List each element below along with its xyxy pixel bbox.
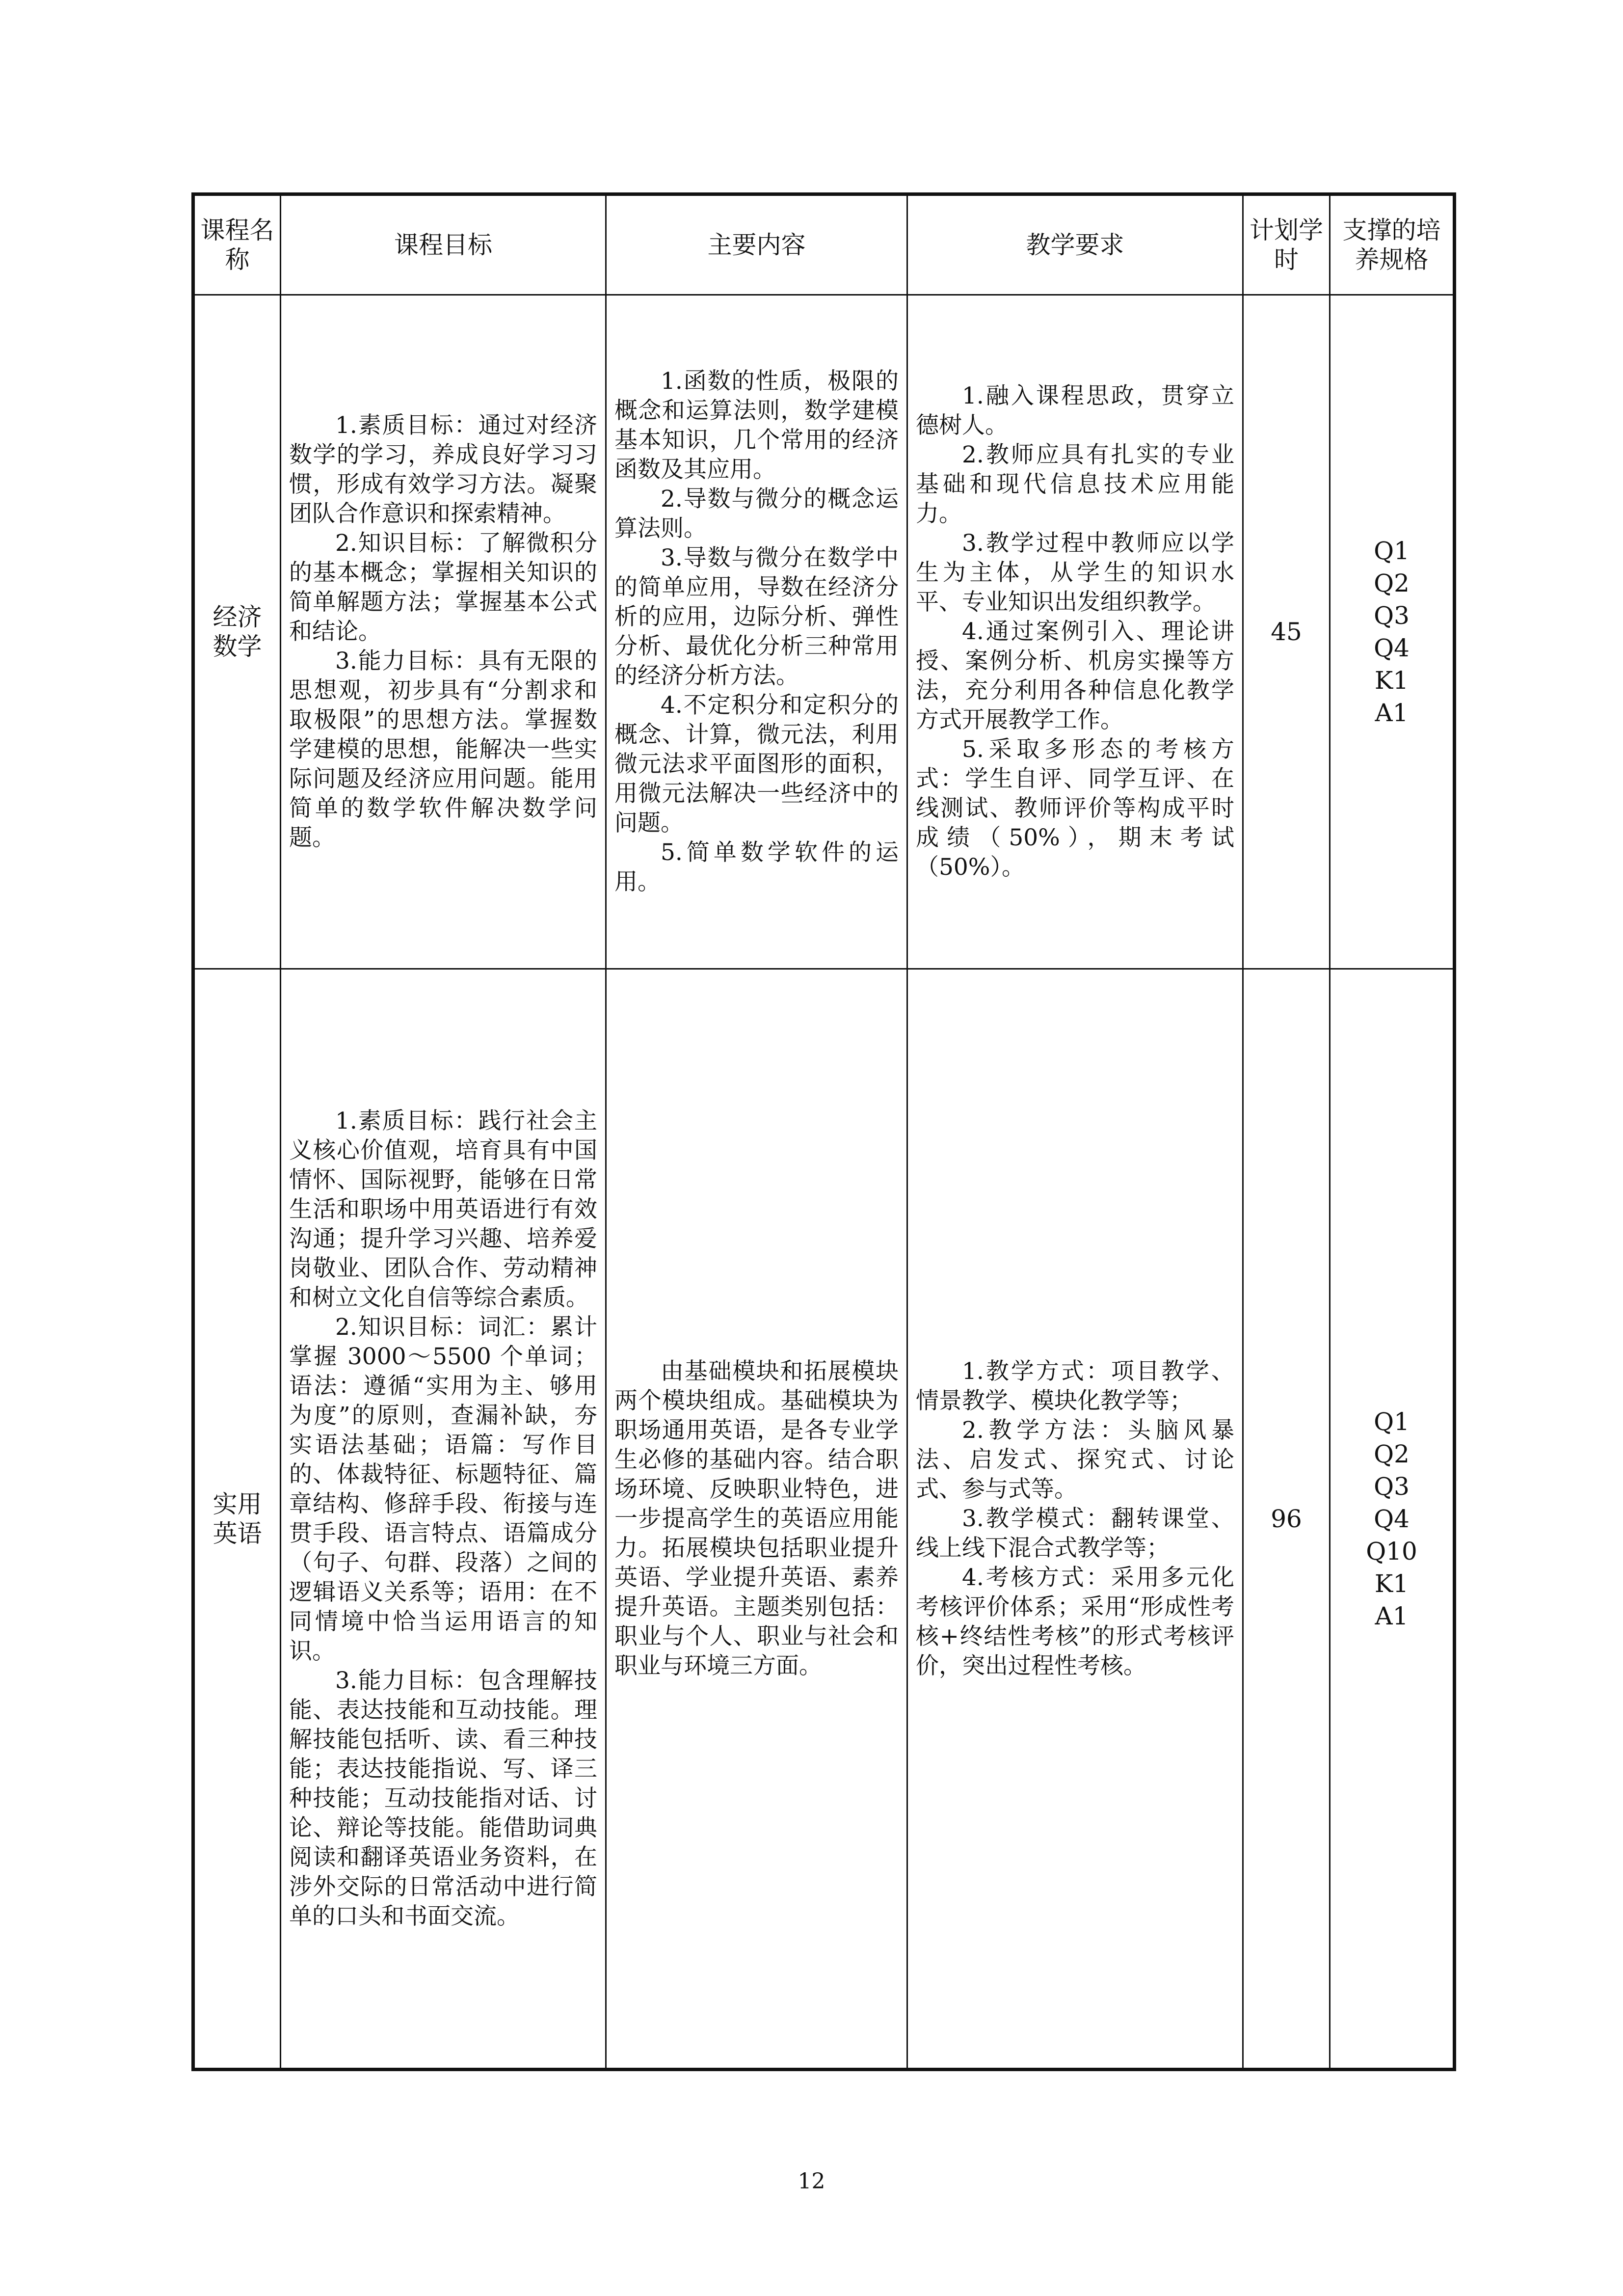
course-name: 经济数学 xyxy=(213,603,262,661)
spec-code: K1 xyxy=(1374,666,1409,695)
objective-paragraph: 1.素质目标：践行社会主义核心价值观，培育具有中国情怀、国际视野，能够在日常生活和职场中用英语进行有效沟通；提升学习兴趣、培养爱岗敬业、团队合作、劳动精神和树立文化自信等综合素质。 xyxy=(289,1107,597,1311)
content-paragraph: 2.导数与微分的概念运算法则。 xyxy=(614,486,899,542)
spec-code: K1 xyxy=(1374,1569,1409,1598)
header-main-content: 主要内容 xyxy=(606,194,907,295)
objective-paragraph: 2.知识目标：词汇：累计掌握 3000～5500 个单词；语法：遵循“实用为主、够用为度”的原则，查漏补缺，夯实语法基础；语篇：写作目的、体裁特征、标题特征、篇章结构、修辞手段、衔接与连贯手段、语言特点、语篇成分（句子、句群、段落）之间的逻辑语义关系等；语用：在不同情境中恰当运用语言的知识。 xyxy=(289,1313,597,1665)
spec-code: Q4 xyxy=(1374,1504,1410,1533)
course-name-cell xyxy=(193,969,281,2070)
objective-paragraph: 1.素质目标：通过对经济数学的学习，养成良好学习习惯，形成有效学习方法。凝聚团队合作意识和探索精神。 xyxy=(289,412,597,527)
content-paragraph: 由基础模块和拓展模块两个模块组成。基础模块为职场通用英语，是各专业学生必修的基础内容。结合职场环境、反映职业特色，进一步提高学生的英语应用能力。拓展模块包括职业提升英语、学业提升英语、素养提升英语。主题类别包括：职业与个人、职业与社会和职业与环境三方面。 xyxy=(614,1357,899,1679)
objectives-cell xyxy=(281,295,606,969)
spec-code: Q3 xyxy=(1374,1472,1410,1501)
spec-code: Q10 xyxy=(1366,1537,1417,1566)
spec-code: Q2 xyxy=(1374,569,1410,597)
header-planned-hours: 计划学时 xyxy=(1243,194,1330,295)
requirement-paragraph: 1.融入课程思政，贯穿立德树人。 xyxy=(916,382,1234,439)
course-name-cell xyxy=(193,295,281,969)
course-table xyxy=(191,192,1456,2071)
course-name: 实用英语 xyxy=(213,1489,262,1548)
spec-code: Q2 xyxy=(1374,1439,1410,1468)
spec-code: Q1 xyxy=(1374,537,1410,565)
requirement-paragraph: 2.教师应具有扎实的专业基础和现代信息技术应用能力。 xyxy=(916,441,1234,527)
requirement-paragraph: 3.教学模式：翻转课堂、线上线下混合式教学等； xyxy=(916,1505,1234,1562)
requirement-paragraph: 4.通过案例引入、理论讲授、案例分析、机房实操等方法，充分利用各种信息化教学方式开展教学工作。 xyxy=(916,618,1234,733)
requirement-paragraph: 5.采取多形态的考核方式：学生自评、同学互评、在线测试、教师评价等构成平时成绩（50%），期末考试（50%）。 xyxy=(916,736,1234,881)
content-cell xyxy=(606,969,907,2070)
content-paragraph: 1.函数的性质，极限的概念和运算法则，数学建模基本知识，几个常用的经济函数及其应用。 xyxy=(614,368,899,483)
table-header-row xyxy=(193,194,1455,295)
spec-code: Q4 xyxy=(1374,634,1410,662)
header-supported-specs: 支撑的培养规格 xyxy=(1330,194,1455,295)
content-cell xyxy=(606,295,907,969)
requirement-paragraph: 4.考核方式：采用多元化考核评价体系；采用“形成性考核+终结性考核”的形式考核评价，突出过程性考核。 xyxy=(916,1564,1234,1679)
content-paragraph: 5.简单数学软件的运用。 xyxy=(614,839,899,895)
page-number: 12 xyxy=(798,2169,825,2194)
planned-hours: 45 xyxy=(1243,295,1330,969)
objectives-cell xyxy=(281,969,606,2070)
requirements-cell xyxy=(907,969,1243,2070)
header-teaching-requirements: 教学要求 xyxy=(907,194,1243,295)
spec-code: A1 xyxy=(1375,699,1409,727)
table-row xyxy=(193,295,1455,969)
objective-paragraph: 2.知识目标：了解微积分的基本概念；掌握相关知识的简单解题方法；掌握基本公式和结论。 xyxy=(289,530,597,645)
specs-cell xyxy=(1330,295,1455,969)
objective-paragraph: 3.能力目标：包含理解技能、表达技能和互动技能。理解技能包括听、读、看三种技能；表达技能指说、写、译三种技能；互动技能指对话、讨论、辩论等技能。能借助词典阅读和翻译英语业务资料，在涉外交际的日常活动中进行简单的口头和书面交流。 xyxy=(289,1667,597,1930)
spec-code: Q3 xyxy=(1374,601,1410,630)
spec-code: Q1 xyxy=(1374,1407,1410,1436)
content-paragraph: 3.导数与微分在数学中的简单应用，导数在经济分析的应用，边际分析、弹性分析、最优化分析三种常用的经济分析方法。 xyxy=(614,544,899,689)
content-paragraph: 4.不定积分和定积分的概念、计算，微元法，利用微元法求平面图形的面积，用微元法解决一些经济中的问题。 xyxy=(614,692,899,837)
requirement-paragraph: 3.教学过程中教师应以学生为主体，从学生的知识水平、专业知识出发组织教学。 xyxy=(916,530,1234,616)
table-row xyxy=(193,969,1455,2070)
spec-code: A1 xyxy=(1375,1601,1409,1630)
requirement-paragraph: 2.教学方法：头脑风暴法、启发式、探究式、讨论式、参与式等。 xyxy=(916,1416,1234,1503)
header-course-objectives: 课程目标 xyxy=(281,194,606,295)
objective-paragraph: 3.能力目标：具有无限的思想观，初步具有“分割求和取极限”的思想方法。掌握数学建模的思想，能解决一些实际问题及经济应用问题。能用简单的数学软件解决数学问题。 xyxy=(289,648,597,851)
specs-cell xyxy=(1330,969,1455,2070)
requirement-paragraph: 1.教学方式：项目教学、情景教学、模块化教学等； xyxy=(916,1357,1234,1414)
requirements-cell xyxy=(907,295,1243,969)
header-course-name: 课程名称 xyxy=(193,194,281,295)
planned-hours: 96 xyxy=(1243,969,1330,2070)
